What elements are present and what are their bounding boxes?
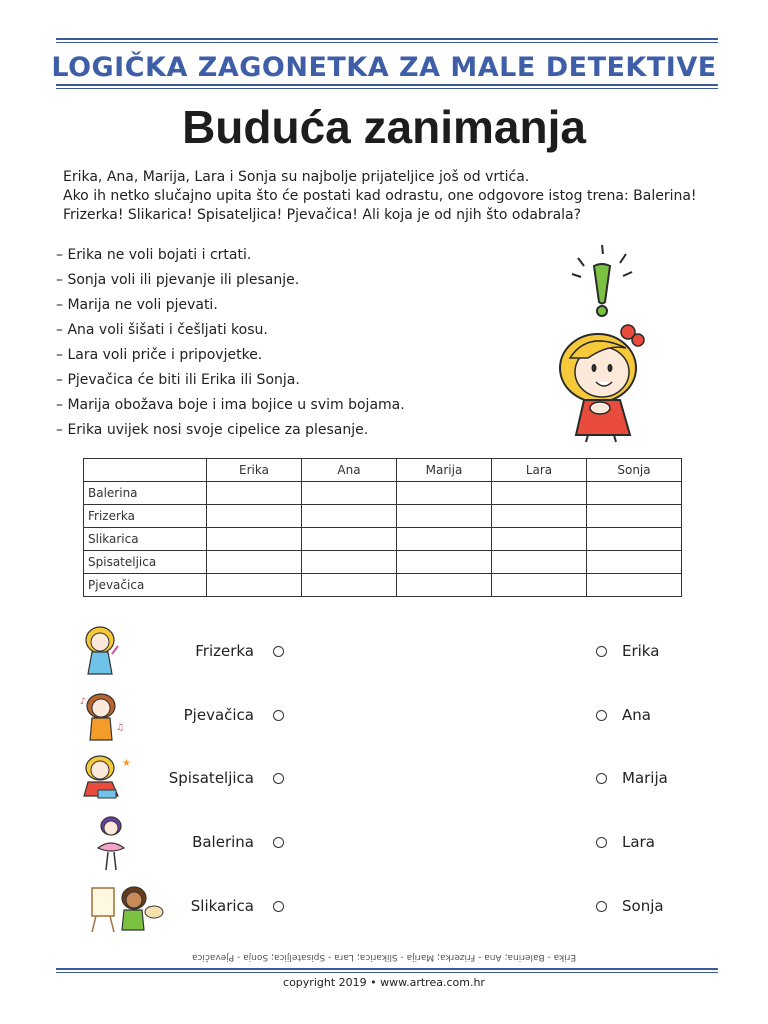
intro-line-2: Ako ih netko slučajno upita što će postati kad odrastu, one odgovore istog trena: Balerina! (63, 188, 697, 204)
bottom-rule (56, 968, 718, 970)
profession-label: Spisateljica (168, 769, 254, 787)
match-dot-right[interactable] (596, 773, 607, 784)
grid-cell[interactable] (207, 551, 302, 574)
grid-cell[interactable] (207, 528, 302, 551)
column-header: Sonja (587, 459, 682, 482)
match-dot-left[interactable] (273, 710, 284, 721)
svg-text:♪: ♪ (80, 697, 86, 707)
grid-cell[interactable] (397, 505, 492, 528)
profession-label: Slikarica (190, 897, 254, 915)
row-label: Balerina (84, 482, 207, 505)
match-dot-left[interactable] (273, 646, 284, 657)
ballerina-girl-icon (92, 814, 130, 874)
logic-grid-table (83, 458, 682, 597)
intro-line-1: Erika, Ana, Marija, Lara i Sonja su najbolje prijateljice još od vrtića. (63, 169, 530, 185)
header-underline-thin (56, 88, 718, 89)
top-rule (56, 38, 718, 40)
column-header: Ana (302, 459, 397, 482)
grid-cell[interactable] (587, 505, 682, 528)
name-label: Lara (622, 833, 655, 851)
grid-cell[interactable] (492, 551, 587, 574)
match-dot-left[interactable] (273, 901, 284, 912)
top-rule-thin (56, 42, 718, 43)
row-label: Frizerka (84, 505, 207, 528)
table-corner-cell (84, 459, 207, 482)
name-label: Ana (622, 706, 651, 724)
row-label: Pjevačica (84, 574, 207, 597)
grid-cell[interactable] (492, 482, 587, 505)
writer-girl-icon (78, 752, 136, 802)
singer-girl-icon (78, 690, 124, 746)
bottom-rule-thin (56, 972, 718, 973)
page-title: Buduća zanimanja (182, 101, 586, 153)
grid-cell[interactable] (587, 482, 682, 505)
grid-cell[interactable] (492, 574, 587, 597)
name-label: Sonja (622, 897, 664, 915)
table-row (84, 505, 682, 528)
profession-label: Pjevačica (183, 706, 254, 724)
clue-item: – Marija ne voli pjevati. (56, 297, 218, 313)
match-dot-right[interactable] (596, 646, 607, 657)
profession-label: Balerina (192, 833, 254, 851)
detective-girl-illustration (548, 240, 668, 445)
grid-cell[interactable] (492, 528, 587, 551)
painter-girl-icon (86, 882, 166, 934)
table-row (84, 482, 682, 505)
row-label: Spisateljica (84, 551, 207, 574)
svg-text:★: ★ (122, 758, 131, 769)
grid-cell[interactable] (302, 528, 397, 551)
grid-cell[interactable] (302, 482, 397, 505)
grid-cell[interactable] (207, 482, 302, 505)
row-label: Slikarica (84, 528, 207, 551)
upside-down-answer-key: Erika - Balerina; Ana - Frizerka; Marija - Slikarica; Lara - Spisateljica; Sonja - Pjevačica (191, 952, 577, 962)
clue-item: – Marija obožava boje i ima bojice u svim bojama. (56, 397, 405, 413)
grid-cell[interactable] (492, 505, 587, 528)
clue-item: – Erika uvijek nosi svoje cipelice za plesanje. (56, 422, 369, 438)
copyright-text: copyright 2019 • www.artrea.com.hr (283, 976, 485, 989)
grid-cell[interactable] (397, 528, 492, 551)
grid-cell[interactable] (397, 574, 492, 597)
grid-cell[interactable] (587, 551, 682, 574)
grid-cell[interactable] (302, 551, 397, 574)
grid-cell[interactable] (302, 574, 397, 597)
clue-item: – Erika ne voli bojati i crtati. (56, 247, 252, 263)
name-label: Erika (622, 642, 660, 660)
grid-cell[interactable] (207, 505, 302, 528)
match-dot-right[interactable] (596, 710, 607, 721)
intro-line-3: Frizerka! Slikarica! Spisateljica! Pjevačica! Ali koja je od njih što odabrala? (63, 207, 582, 223)
header-title: LOGIČKA ZAGONETKA ZA MALE DETEKTIVE (51, 52, 717, 83)
grid-cell[interactable] (397, 482, 492, 505)
match-dot-right[interactable] (596, 901, 607, 912)
grid-cell[interactable] (587, 574, 682, 597)
grid-cell[interactable] (397, 551, 492, 574)
grid-cell[interactable] (302, 505, 397, 528)
match-dot-left[interactable] (273, 837, 284, 848)
match-dot-left[interactable] (273, 773, 284, 784)
grid-cell[interactable] (587, 528, 682, 551)
hairdresser-girl-icon (78, 624, 122, 682)
profession-label: Frizerka (195, 642, 254, 660)
clue-item: – Pjevačica će biti ili Erika ili Sonja. (56, 372, 300, 388)
table-row (84, 528, 682, 551)
clue-item: – Ana voli šišati i češljati kosu. (56, 322, 268, 338)
column-header: Marija (397, 459, 492, 482)
svg-text:♫: ♫ (116, 723, 124, 733)
clue-item: – Lara voli priče i pripovjetke. (56, 347, 263, 363)
column-header: Lara (492, 459, 587, 482)
name-label: Marija (622, 769, 668, 787)
table-header-row (84, 459, 682, 482)
table-row (84, 574, 682, 597)
match-dot-right[interactable] (596, 837, 607, 848)
exclamation-icon (572, 245, 632, 316)
table-row (84, 551, 682, 574)
grid-cell[interactable] (207, 574, 302, 597)
column-header: Erika (207, 459, 302, 482)
clue-item: – Sonja voli ili pjevanje ili plesanje. (56, 272, 300, 288)
header-underline (56, 84, 718, 86)
